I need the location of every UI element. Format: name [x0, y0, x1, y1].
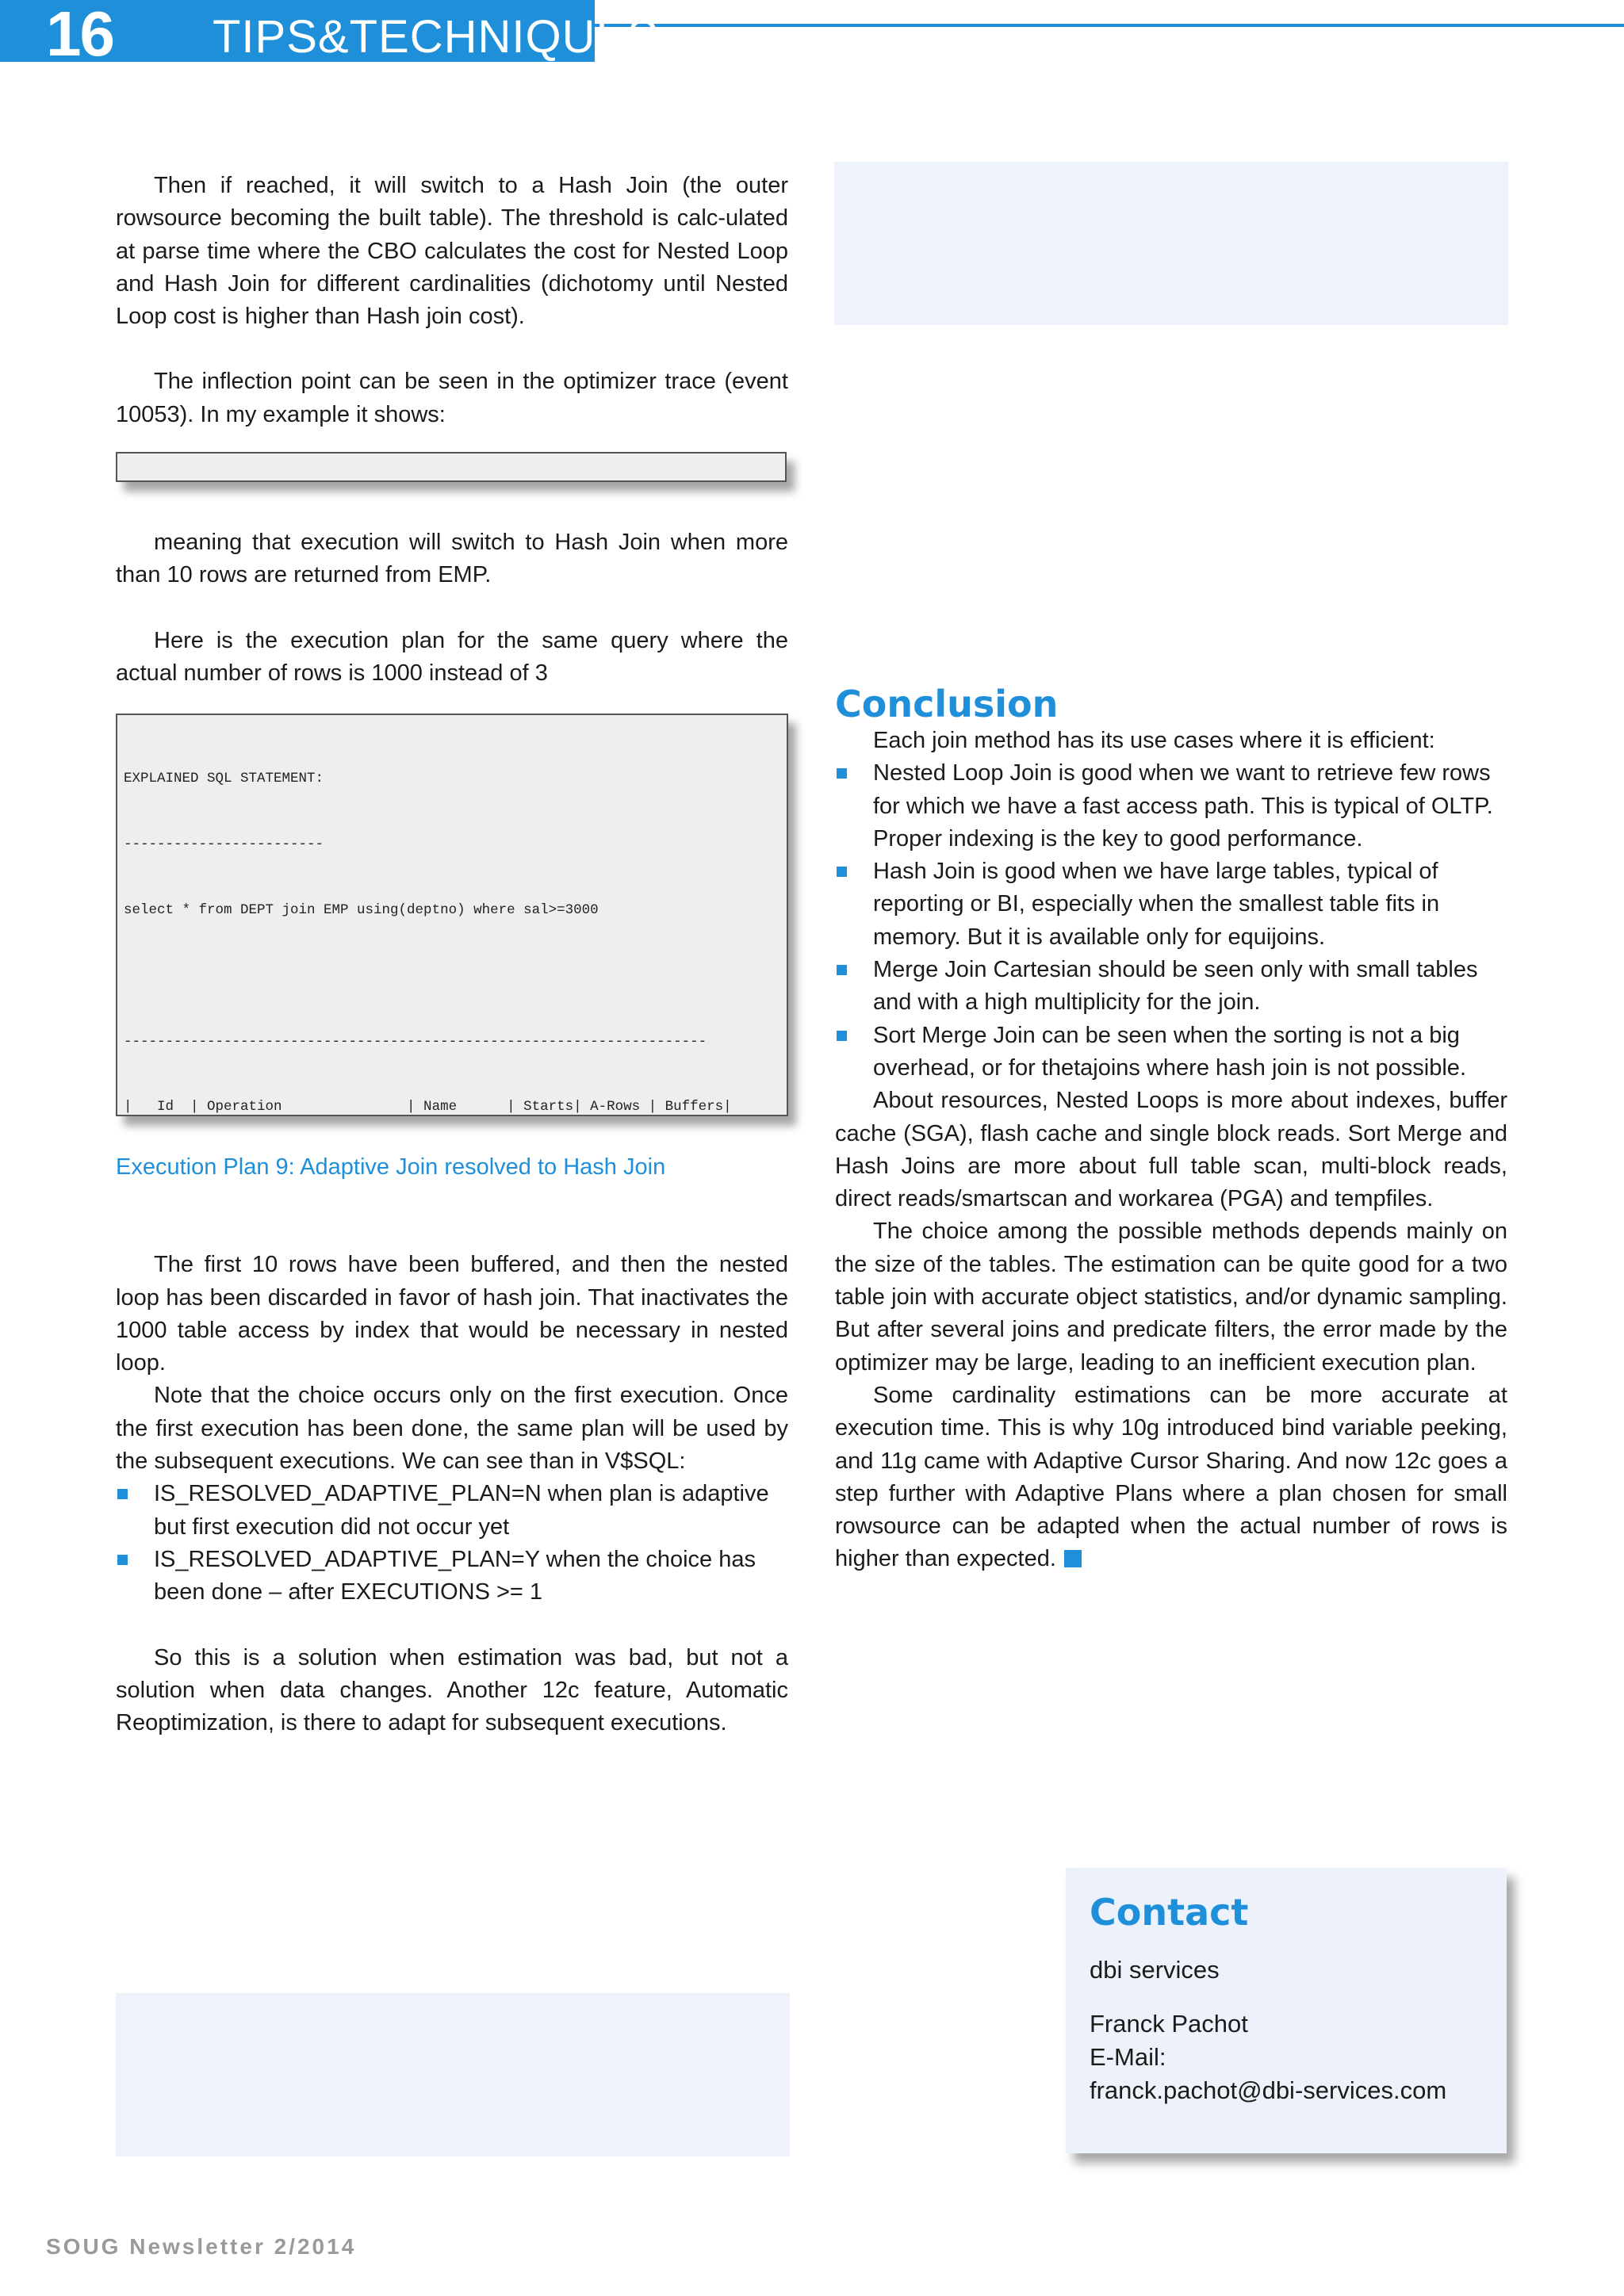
right-column	[835, 683, 1507, 1576]
list-item: Sort Merge Join can be seen when the sorting is not a big overhead, or for thetajoins where hash join is not possible.	[835, 1020, 1507, 1085]
page-number: 16	[46, 0, 113, 69]
list-item: Merge Join Cartesian should be seen only with small tables and with a high multiplicity for the join.	[835, 954, 1507, 1020]
list-item: IS_RESOLVED_ADAPTIVE_PLAN=N when plan is adaptive but first execution did not occur yet	[116, 1478, 788, 1544]
footer-text: SOUG Newsletter 2/2014	[46, 2234, 357, 2259]
contact-email-label: E-Mail:	[1090, 2043, 1166, 2071]
section-title: TIPS&TECHNIQUES	[213, 11, 659, 63]
contact-name: Franck Pachot	[1090, 2010, 1248, 2038]
bullet-square-icon	[837, 867, 847, 877]
plan-line	[124, 966, 780, 988]
bullet-square-icon	[117, 1489, 128, 1499]
plan-line: select * from DEPT join EMP using(deptno) where sal>=3000	[124, 902, 599, 919]
plan-line: ------------------------	[124, 836, 324, 853]
bullet-square-icon	[117, 1555, 128, 1565]
paragraph: meaning that execution will switch to Hash Join when more than 10 rows are returned from EMP.	[116, 530, 788, 588]
paragraph: So this is a solution when estimation was bad, but not a solution when data changes. Another 12c feature, Automatic Reoptimization, is there to adapt for subsequent executions.	[116, 1644, 788, 1736]
conclusion-heading: Conclusion	[835, 683, 1059, 725]
paragraph: Some cardinality estimations can be more accurate at execution time. This is why 10g introduced bind variable peeking, and 11g came with Adaptive Cursor Sharing. And now 12c goes a step further with Adaptive Plans where a plan chosen for small rowsource can be adapted when the actual number of rows is higher than expected.	[835, 1382, 1507, 1572]
figure-caption: Execution Plan 9: Adaptive Join resolved to Hash Join	[116, 1154, 666, 1181]
paragraph: Here is the execution plan for the same query where the actual number of rows is 1000 instead of 3	[116, 627, 788, 686]
plan-line: ----------------------------------------------------------------------	[124, 1033, 707, 1050]
bullet-square-icon	[837, 1031, 847, 1041]
execution-plan-box	[116, 714, 788, 1116]
bullet-list	[116, 1478, 788, 1609]
bullet-square-icon	[837, 768, 847, 779]
list-item: Hash Join is good when we have large tables, typical of reporting or BI, especially when the smallest table fits in memory. But it is available only for equijoins.	[835, 855, 1507, 954]
list-item: IS_RESOLVED_ADAPTIVE_PLAN=Y when the choice has been done – after EXECUTIONS >= 1	[116, 1544, 788, 1609]
contact-heading: Contact	[1090, 1891, 1249, 1934]
image-placeholder	[834, 162, 1508, 325]
image-placeholder	[116, 1993, 790, 2156]
list-item: Nested Loop Join is good when we want to retrieve few rows for which we have a fast access path. This is typical of OLTP. Proper indexing is the key to good performance.	[835, 757, 1507, 855]
plan-line: EXPLAINED SQL STATEMENT:	[124, 771, 324, 787]
plan-line: | Id | Operation | Name | Starts| A-Rows | Buffers|	[124, 1099, 732, 1115]
paragraph: About resources, Nested Loops is more about indexes, buffer cache (SGA), flash cache and single block reads. Sort Merge and Hash Joins are more about full table scan, multi-block reads, direct reads/smartscan and workarea (PGA) and tempfiles.	[835, 1088, 1507, 1212]
paragraph: The first 10 rows have been buffered, and then the nested loop has been discarded in favor of hash join. That inactivates the 1000 table access by index that would be necessary in nested loop.	[116, 1252, 788, 1376]
end-mark-icon	[1064, 1550, 1082, 1567]
paragraph: The inflection point can be seen in the optimizer trace (event 10053). In my example it shows:	[116, 369, 788, 427]
paragraph: Each join method has its use cases where it is efficient:	[873, 728, 1435, 753]
trace-code-box	[116, 452, 787, 482]
bullet-list	[835, 757, 1507, 1085]
left-column	[116, 170, 788, 1739]
contact-box	[1066, 1868, 1507, 2153]
contact-email[interactable]: franck.pachot@dbi-services.com	[1090, 2076, 1447, 2104]
paragraph: The choice among the possible methods depends mainly on the size of the tables. The estimation can be quite good for a two table join with accurate object statistics, and/or dynamic sampling. But after several joins and predicate filters, the error made by the optimizer may be large, leading to an inefficient execution plan.	[835, 1219, 1507, 1376]
header-rule	[595, 24, 1624, 27]
bullet-square-icon	[837, 965, 847, 975]
paragraph: Then if reached, it will switch to a Hash Join (the outer rowsource becoming the built table). The threshold is calc-ulated at parse time where the CBO calculates the cost for Nested Loop and Hash Join for different cardinalities (dichotomy until Nested Loop cost is higher than Hash join cost).	[116, 173, 788, 330]
contact-company: dbi services	[1090, 1956, 1220, 1984]
paragraph: Note that the choice occurs only on the first execution. Once the first execution has been done, the same plan will be used by the subsequent executions. We can see than in V$SQL:	[116, 1383, 788, 1475]
